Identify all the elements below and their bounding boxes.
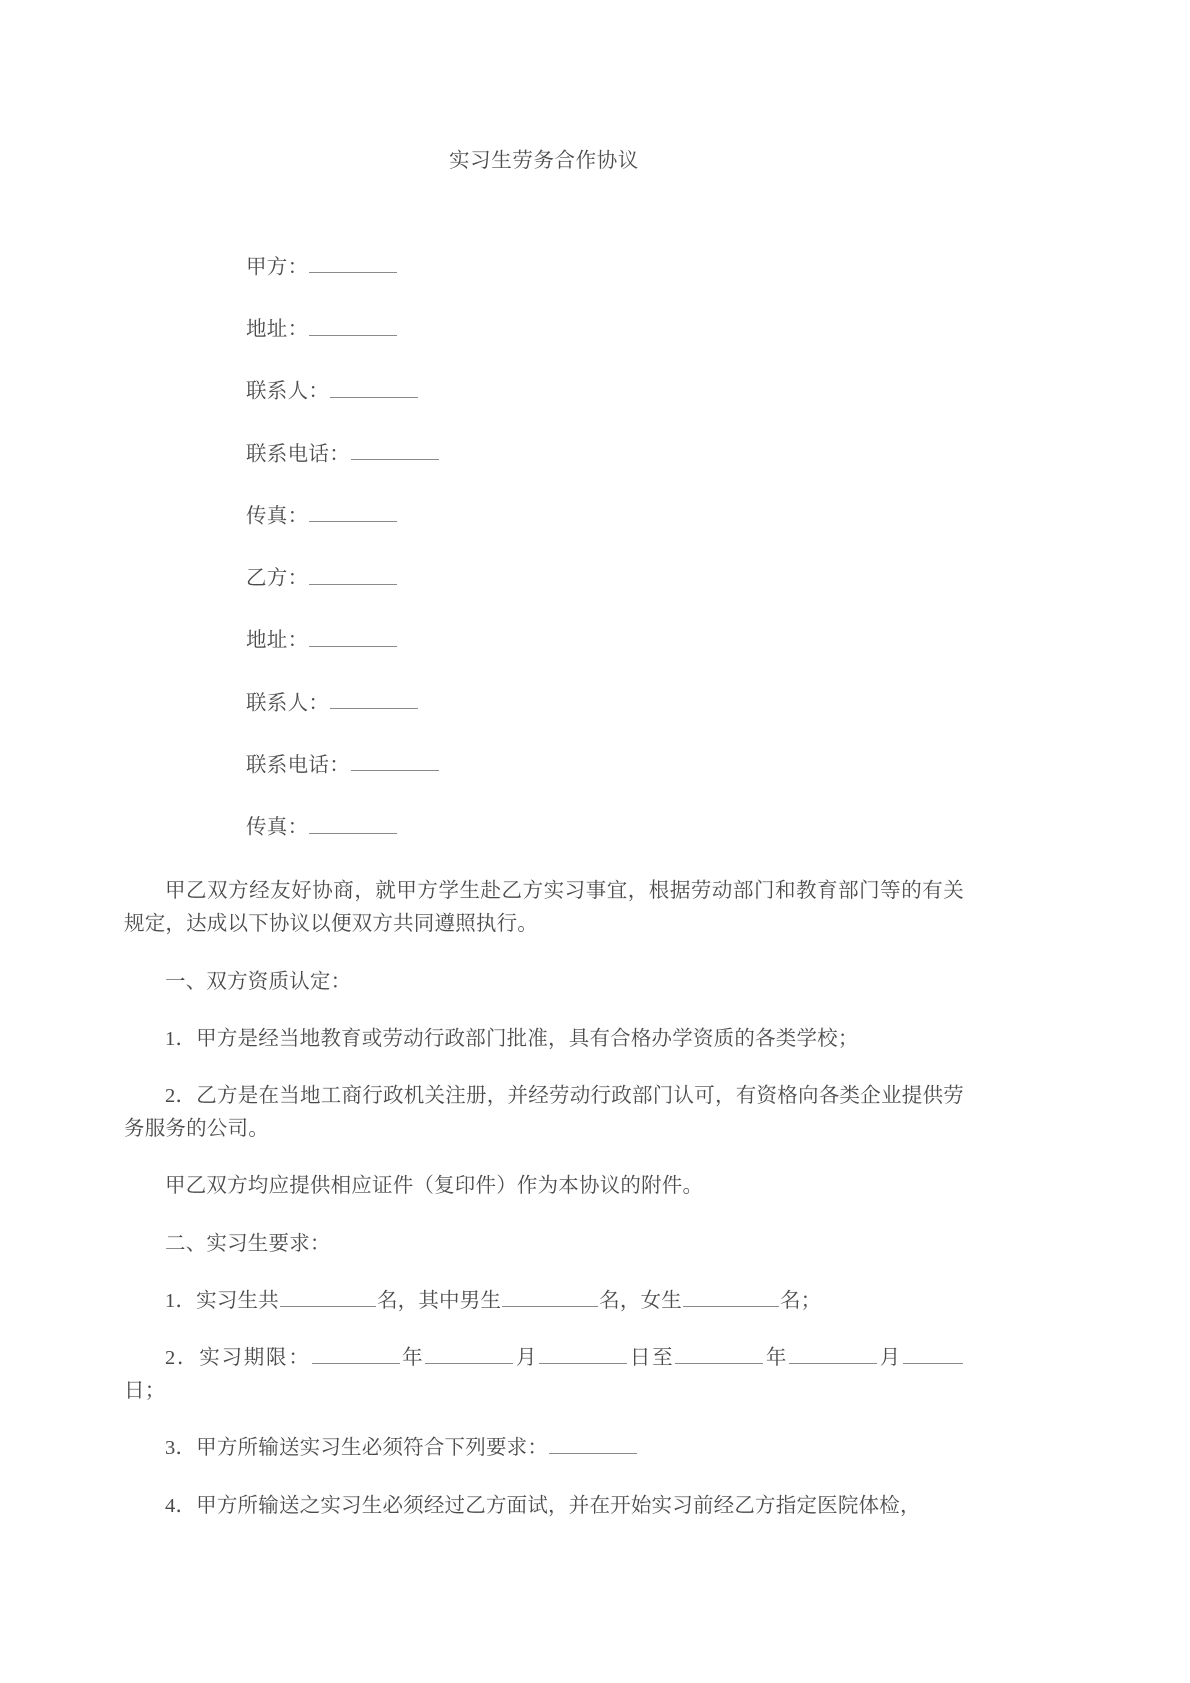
item-2-unit-month-1: 月 [514, 1347, 539, 1370]
item-2-unit-year-1: 年 [400, 1347, 425, 1370]
field-label-party-b-fax: 传真： [246, 816, 309, 839]
field-label-party-b: 乙方： [246, 567, 309, 590]
blank-total-count[interactable] [280, 1285, 376, 1307]
field-party-a [124, 208, 964, 283]
section-one-heading: 一、双方资质认定： [165, 970, 352, 993]
preamble-paragraph: 甲乙双方经友好协商，就甲方学生赴乙方实习事宜，根据劳动部门和教育部门等的有关规定，达成以下协议以便双方共同遵照执行。 [124, 880, 964, 936]
item-1-prefix: 1．实习生共 [165, 1289, 279, 1312]
field-blank-party-b-address[interactable] [309, 625, 397, 647]
field-party-b [124, 563, 964, 594]
field-blank-party-a-phone[interactable] [351, 439, 439, 461]
blank-start-month[interactable] [425, 1343, 513, 1365]
section-two-item-4: 4．甲方所输送之实习生必须经过乙方面试，并在开始实习前经乙方指定医院体检， [165, 1494, 921, 1517]
field-blank-party-b-phone[interactable] [351, 750, 439, 772]
field-blank-party-a-address[interactable] [309, 314, 397, 336]
field-party-b-contact [124, 688, 964, 719]
blank-female-count[interactable] [683, 1285, 779, 1307]
item-2-unit-day-2: 日； [124, 1380, 166, 1403]
field-party-b-address [124, 625, 964, 656]
field-label-party-a: 甲方： [246, 256, 309, 279]
item-2-unit-year-2: 年 [764, 1347, 789, 1370]
field-label-party-b-phone: 联系电话： [246, 754, 350, 777]
blank-end-month[interactable] [789, 1343, 877, 1365]
field-label-party-a-contact: 联系人： [246, 380, 330, 403]
field-party-a-phone [124, 439, 964, 470]
item-3-text: 3．甲方所输送实习生必须符合下列要求： [165, 1437, 549, 1460]
blank-end-day[interactable] [903, 1343, 963, 1365]
section-two-item-1 [124, 1285, 964, 1318]
field-label-party-a-address: 地址： [246, 318, 309, 341]
section-one-closing: 甲乙双方均应提供相应证件（复印件）作为本协议的附件。 [165, 1175, 704, 1198]
field-label-party-a-fax: 传真： [246, 505, 309, 528]
section-two-item-2 [124, 1342, 964, 1408]
field-blank-party-a[interactable] [309, 252, 397, 274]
field-party-a-fax [124, 501, 964, 532]
field-label-party-a-phone: 联系电话： [246, 443, 350, 465]
item-2-prefix: 2．实习期限： [165, 1347, 311, 1370]
field-blank-party-a-contact[interactable] [330, 376, 418, 398]
field-blank-party-a-fax[interactable] [309, 501, 397, 523]
blank-end-year[interactable] [675, 1343, 763, 1365]
document-content [124, 0, 964, 1523]
section-one-item-1: 1．甲方是经当地教育或劳动行政部门批准，具有合格办学资质的各类学校； [165, 1027, 859, 1050]
blank-intern-requirements[interactable] [549, 1433, 637, 1455]
section-one-item-2: 2．乙方是在当地工商行政机关注册，并经劳动行政部门认可，有资格向各类企业提供劳务服务的公司。 [124, 1085, 964, 1141]
blank-start-day[interactable] [539, 1343, 627, 1365]
field-label-party-b-address: 地址： [246, 629, 309, 652]
field-party-a-contact [124, 376, 964, 407]
field-party-b-fax [124, 812, 964, 843]
blank-start-year[interactable] [312, 1343, 400, 1365]
blank-male-count[interactable] [502, 1285, 598, 1307]
item-1-suffix: 名； [779, 1289, 822, 1312]
section-two-heading: 二、实习生要求： [165, 1232, 331, 1255]
field-party-a-address [124, 314, 964, 345]
field-blank-party-b[interactable] [309, 563, 397, 585]
item-2-unit-day-1: 日至 [628, 1347, 675, 1370]
field-blank-party-b-fax[interactable] [309, 812, 397, 834]
section-two-item-3 [124, 1432, 964, 1465]
field-label-party-b-contact: 联系人： [246, 692, 330, 714]
item-1-mid-1: 名，其中男生 [376, 1289, 502, 1312]
field-blank-party-b-contact[interactable] [330, 688, 418, 710]
item-1-mid-2: 名，女生 [599, 1289, 682, 1312]
field-party-b-phone [124, 750, 964, 781]
item-2-unit-month-2: 月 [878, 1347, 902, 1370]
page-title: 实习生劳务合作协议 [449, 150, 639, 172]
